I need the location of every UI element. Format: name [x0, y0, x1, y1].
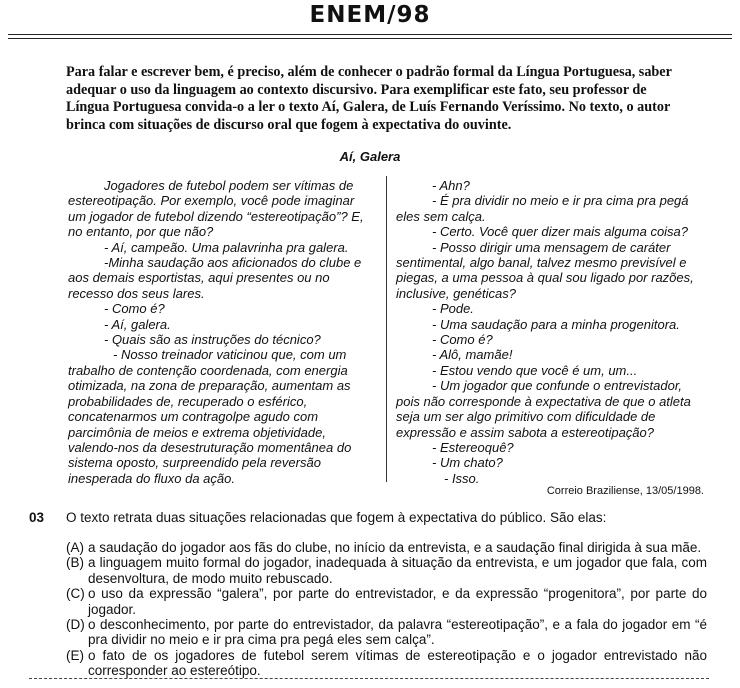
- answer-options: [66, 540, 707, 679]
- text-line: inesperada do fluxo da ação.: [68, 470, 235, 486]
- text-line: - Alô, mamãe!: [432, 347, 513, 363]
- text-line: - Pode.: [432, 301, 474, 317]
- text-left-column: [68, 178, 378, 486]
- text-right-column: [396, 178, 712, 486]
- option-text: a linguagem muito formal do jogador, inadequada à situação da entrevista, e um jogador que fala, com: [88, 555, 707, 571]
- option-text: a saudação do jogador aos fãs do clube, no início da entrevista, e a saudação final dirigida à sua mãe.: [88, 540, 702, 555]
- header-rule-top: [8, 34, 732, 35]
- text-line: - Ahn?: [432, 178, 470, 193]
- header-rule-bottom: [8, 38, 732, 39]
- text-line: probabilidades de, recuperado o esférico,: [68, 393, 308, 409]
- text-line: otimizada, na zona de preparação, aumentam as: [68, 378, 351, 394]
- text-line: no entanto, por que não?: [68, 224, 214, 240]
- intro-line: Para falar e escrever bem, é preciso, além de conhecer o padrão formal da Língua Portuguesa, saber: [66, 64, 672, 80]
- column-divider: [386, 176, 387, 482]
- text-line: piegas, a uma pessoa à qual sou ligado por razões,: [396, 270, 694, 286]
- text-line: - Um jogador que confunde o entrevistador,: [432, 378, 683, 394]
- option-b[interactable]: [66, 555, 707, 586]
- intro-paragraph: [66, 64, 706, 134]
- text-line: expressão e assim sabota a estereotipação?: [396, 424, 654, 440]
- option-letter: (C): [66, 586, 85, 602]
- text-line: sentimental, algo banal, talvez mesmo previsível e: [396, 255, 687, 271]
- text-line: seja um ser algo primitivo com dificuldade de: [396, 409, 656, 425]
- option-letter: (E): [66, 647, 84, 663]
- text-line: inclusive, genéticas?: [396, 285, 516, 301]
- bottom-dashed-rule: [29, 678, 709, 679]
- option-a[interactable]: [66, 540, 707, 555]
- text-line: estereotipação. Por exemplo, você pode imaginar: [68, 193, 355, 209]
- text-line: -Minha saudação aos aficionados do clube e: [104, 255, 362, 271]
- text-line: um jogador de futebol dizendo “estereotipação”? E,: [68, 208, 364, 224]
- text-line: trabalho de contenção coordenada, com energia: [68, 362, 348, 378]
- text-line: aos demais esportistas, aqui presentes ou no: [68, 270, 330, 286]
- question-stem: O texto retrata duas situações relacionadas que fogem à expectativa do público. São elas:: [66, 510, 607, 525]
- option-text: desenvoltura, de modo muito rebuscado.: [88, 570, 333, 586]
- text-line: valendo-nos da desestruturação momentânea do: [68, 439, 352, 455]
- option-text: o uso da expressão “galera”, por parte do entrevistador, e da expressão “progenitora”, por parte do: [88, 586, 707, 602]
- text-line: - Uma saudação para a minha progenitora.: [432, 316, 680, 332]
- intro-line: brinca com situações de discurso oral que fogem à expectativa do ouvinte.: [66, 116, 512, 133]
- text-line: - Um chato?: [432, 455, 503, 471]
- text-line: pois não corresponde à expectativa de que o atleta: [396, 393, 691, 409]
- text-line: recesso dos seus lares.: [68, 285, 205, 301]
- text-line: Jogadores de futebol podem ser vítimas de: [104, 178, 354, 193]
- option-e[interactable]: [66, 648, 707, 679]
- exam-title: ENEM/98: [309, 2, 431, 28]
- text-title: Aí, Galera: [339, 149, 401, 164]
- option-text: jogador.: [88, 601, 137, 617]
- option-d[interactable]: [66, 617, 707, 648]
- text-line: - Estereoquê?: [432, 439, 514, 455]
- question-number: 03: [29, 510, 45, 525]
- option-text: pra dividir no meio e ir pra cima pra pegá eles sem calça”.: [88, 632, 435, 648]
- text-line: concatenarmos um contragolpe agudo com: [68, 409, 319, 425]
- text-line: - Nosso treinador vaticinou que, com um: [113, 347, 347, 363]
- option-c[interactable]: [66, 586, 707, 617]
- option-letter: (A): [66, 540, 84, 555]
- option-text: o fato de os jogadores de futebol serem vítimas de estereotipação e o jogador entrevistado não: [88, 647, 707, 663]
- option-text: corresponder ao estereótipo.: [88, 663, 261, 679]
- text-line: eles sem calça.: [396, 208, 486, 224]
- text-line: - É pra dividir no meio e ir pra cima pra pegá: [432, 193, 689, 209]
- option-text: o desconhecimento, por parte do entrevistador, da palavra “estereotipação”, e a fala do jogador em “é: [88, 617, 707, 633]
- text-line: - Aí, galera.: [104, 316, 171, 332]
- text-source: Correio Braziliense, 13/05/1998.: [546, 485, 704, 497]
- text-line: - Aí, campeão. Uma palavrinha pra galera.: [104, 239, 349, 255]
- option-letter: (D): [66, 617, 85, 633]
- text-line: sistema oposto, surpreendido pela reversão: [68, 455, 321, 471]
- text-line: - Quais são as instruções do técnico?: [104, 332, 321, 348]
- text-line: parcimônia de meios e extrema objetividade,: [68, 424, 326, 440]
- intro-line: adequar o uso da linguagem ao contexto discursivo. Para exemplificar este fato, seu professor de: [66, 81, 647, 98]
- text-line: - Como é?: [432, 332, 493, 348]
- text-line: - Certo. Você quer dizer mais alguma coisa?: [432, 224, 689, 240]
- intro-line: Língua Portuguesa convida-o a ler o texto Aí, Galera, de Luís Fernando Veríssimo. No texto, o autor: [66, 99, 671, 115]
- text-line: - Estou vendo que você é um, um...: [432, 362, 638, 378]
- text-line: - Isso.: [444, 470, 480, 486]
- text-line: - Como é?: [104, 301, 165, 317]
- text-line: - Posso dirigir uma mensagem de caráter: [432, 239, 671, 255]
- option-letter: (B): [66, 555, 84, 571]
